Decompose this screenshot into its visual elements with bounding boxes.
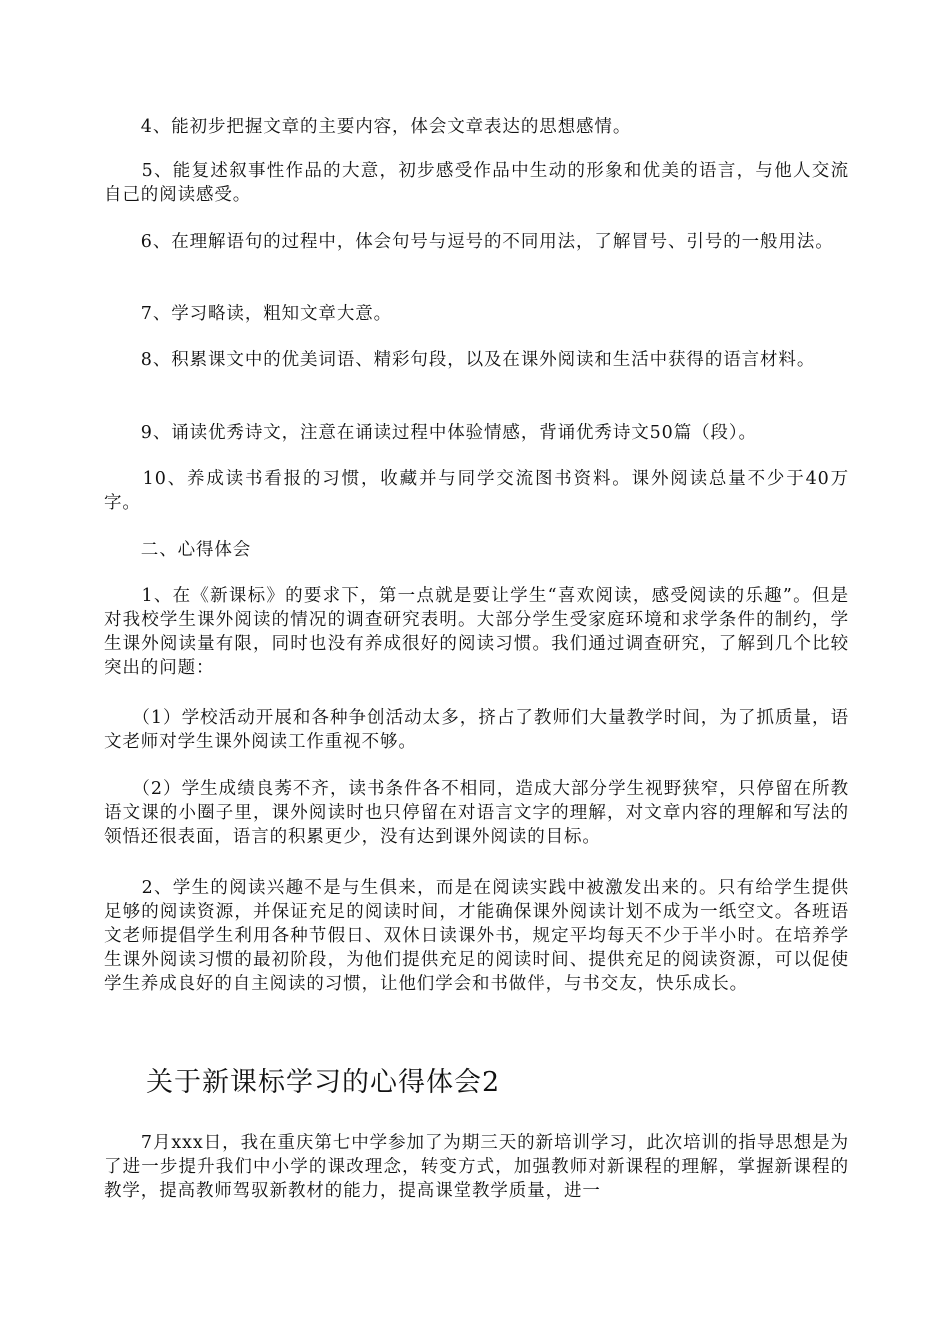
paragraph-issue-1: （1）学校活动开展和各种争创活动太多，挤占了教师们大量教学时间，为了抓质量，语文老师对学生课外阅读工作重视不够。 [104, 708, 849, 752]
paragraph-reflection-1: 1、在《新课标》的要求下，第一点就是要让学生“喜欢阅读，感受阅读的乐趣”。但是对我校学生课外阅读的情况的调查研究表明。大部分学生受家庭环境和求学条件的制约，学生课外阅读量有限，同时也没有养成很好的阅读习惯。我们通过调查研究，了解到几个比较突出的问题： [104, 586, 849, 678]
paragraph-goal-5: 5、能复述叙事性作品的大意，初步感受作品中生动的形象和优美的语言，与他人交流自己的阅读感受。 [104, 161, 849, 205]
paragraph-goal-6: 6、在理解语句的过程中，体会句号与逗号的不同用法，了解冒号、引号的一般用法。 [104, 232, 834, 252]
paragraph-goal-4: 4、能初步把握文章的主要内容，体会文章表达的思想感情。 [104, 117, 632, 137]
section-heading-reflections: 二、心得体会 [104, 540, 252, 560]
paragraph-goal-9: 9、诵读优秀诗文，注意在诵读过程中体验情感，背诵优秀诗文50篇（段）。 [104, 423, 757, 443]
paragraph-goal-7: 7、学习略读，粗知文章大意。 [104, 304, 393, 324]
paragraph-training-intro: 7月xxx日，我在重庆第七中学参加了为期三天的新培训学习，此次培训的指导思想是为了进一步提升我们中小学的课改理念，转变方式，加强教师对新课程的理解，掌握新课程的教学，提高教师驾驭新教材的能力，提高课堂教学质量，进一 [104, 1133, 849, 1201]
paragraph-goal-8: 8、积累课文中的优美词语、精彩句段，以及在课外阅读和生活中获得的语言材料。 [104, 350, 816, 370]
section-title: 关于新课标学习的心得体会2 [146, 1067, 501, 1098]
paragraph-reflection-2: 2、学生的阅读兴趣不是与生俱来，而是在阅读实践中被激发出来的。只有给学生提供足够的阅读资源，并保证充足的阅读时间，才能确保课外阅读计划不成为一纸空文。各班语文老师提倡学生利用各种节假日、双休日读课外书，规定平均每天不少于半小时。在培养学生课外阅读习惯的最初阶段，为他们提供充足的阅读时间、提供充足的阅读资源，可以促使学生养成良好的自主阅读的习惯，让他们学会和书做伴，与书交友，快乐成长。 [104, 878, 849, 994]
paragraph-goal-10: 10、养成读书看报的习惯，收藏并与同学交流图书资料。课外阅读总量不少于40万字。 [104, 469, 849, 513]
paragraph-issue-2: （2）学生成绩良莠不齐，读书条件各不相同，造成大部分学生视野狭窄，只停留在所教语文课的小圈子里，课外阅读时也只停留在对语言文字的理解，对文章内容的理解和写法的领悟还很表面，语言的积累更少，没有达到课外阅读的目标。 [104, 779, 849, 847]
